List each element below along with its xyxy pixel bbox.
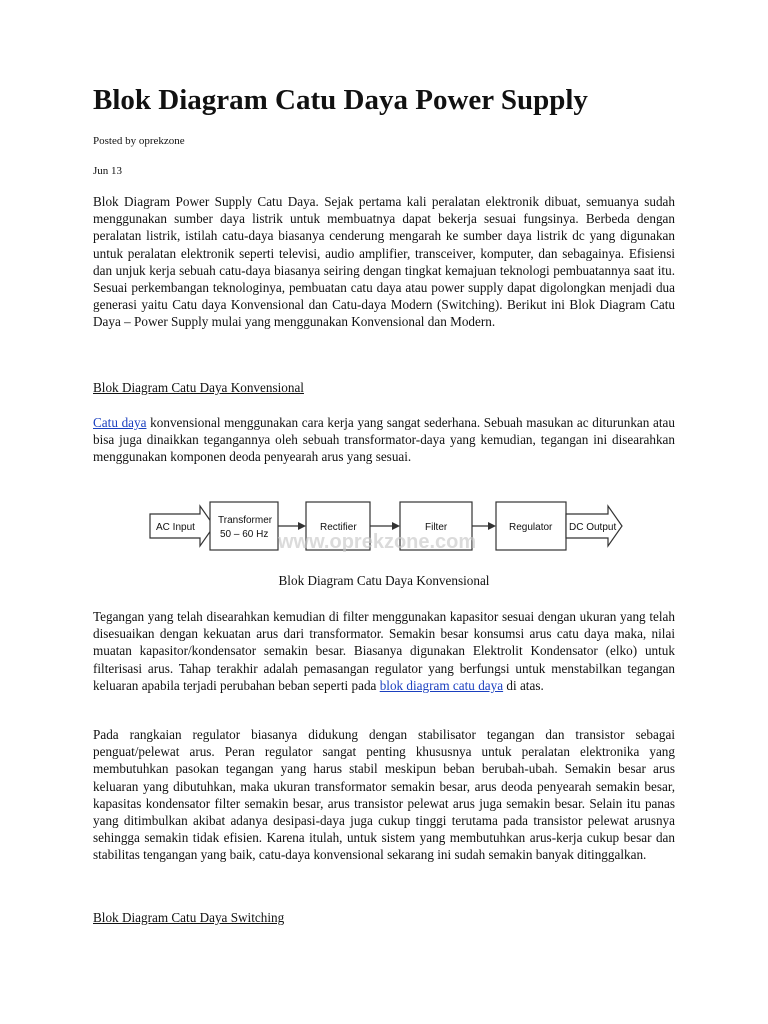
transformer-block xyxy=(210,502,278,550)
section-heading-switching[interactable]: Blok Diagram Catu Daya Switching xyxy=(93,910,285,925)
section-heading-konvensional[interactable]: Blok Diagram Catu Daya Konvensional xyxy=(93,380,304,395)
rectifier-label: Rectifier xyxy=(320,522,357,533)
diagram-watermark: www.oprekzone.com xyxy=(278,531,477,553)
catu-daya-link[interactable]: Catu daya xyxy=(93,415,147,430)
filter-label: Filter xyxy=(425,522,448,533)
diagram-caption: Blok Diagram Catu Daya Konvensional xyxy=(278,573,490,588)
blok-diagram-link[interactable]: blok diagram catu daya xyxy=(379,677,504,693)
dc-output-label: DC Output xyxy=(569,522,617,533)
transformer-label: Transformer xyxy=(218,515,273,526)
posted-by: Posted by oprekzone xyxy=(93,135,185,147)
transformer-frequency: 50 – 60 Hz xyxy=(220,529,269,540)
regulator-label: Regulator xyxy=(509,522,553,533)
konvensional-text: konvensional menggunakan cara kerja yang sangat sederhana. Sebuah masukan ac diturunkan atau bisa juga dinaikkan tegangannya oleh sebuah transformator-daya yang kemudian, tegangan ini disearahkan menggunakan komponen deoda penyearah arus yang sesuai. xyxy=(93,415,675,465)
ac-input-label: AC Input xyxy=(156,522,195,533)
paragraph-2-end: di atas. xyxy=(503,677,544,693)
paragraph-2-text: Tegangan yang telah disearahkan kemudian di filter menggunakan kapasitor sesuai dengan ukuran yang telah disesuaikan dengan kekuatan arus dari transformator. Semakin besar konsumsi arus catu daya maka, nilai muatan kapasitor/kondensator semakin besar. Biasanya digunakan Elektrolit Kondensator (elko) untuk filterisasi arus. Tahap terakhir adalah pemasangan regulator yang berfungsi untuk menstabilkan tegangan keluaran apabila terjadi perubahan beban seperti pada xyxy=(93,609,675,693)
intro-paragraph: Blok Diagram Power Supply Catu Daya. Sejak pertama kali peralatan elektronik dibuat, semuanya sudah menggunakan sumber daya listrik untuk membuatnya dapat bekerja sesuai fungsinya. Berbeda dengan peralatan listrik, istilah catu-daya biasanya cenderung mengarah ke sumber daya listrik dc yang digunakan untuk peralatan elektronik seperti televisi, audio amplifier, transceiver, komputer, dan sebagainya. Efisiensi dan unjuk kerja sebuah catu-daya biasanya seiring dengan tingkat kemajuan teknologi pembuatannya saat itu. Sesuai perkembangan teknologinya, pembuatan catu daya atau power supply dapat digolongkan menjadi dua generasi yaitu Catu daya Konvensional dan Catu-daya Modern (Switching). Berikut ini Blok Diagram Catu Daya – Power Supply mulai yang menggunakan Konvensional dan Modern. xyxy=(93,194,675,330)
konvensional-paragraph xyxy=(93,414,675,466)
block-diagram xyxy=(148,496,624,562)
post-date: Jun 13 xyxy=(93,165,123,177)
regulator-paragraph: Pada rangkaian regulator biasanya didukung dengan stabilisator tegangan dan transistor sebagai penguat/pelewat arus. Peran regulator sangat penting khususnya untuk peralatan elektronika yang membutuhkan pasokan tegangan yang harus stabil meskipun beban berubah-ubah. Semakin besar arus keluaran yang dibutuhkan, maka ukuran transformator semakin besar, arus deoda penyearah semakin besar, kapasitas kondensator filter semakin besar, arus transistor pelewat arus juga semakin besar. Selain itu panas yang ditimbulkan akibat adanya desipasi-daya juga cukup tinggi terutama pada transistor pelewat arusnya sehingga semakin tidak efisien. Karena itulah, untuk sistem yang membutuhkan arus-kerja cukup besar dan stabilitas tengangan yang baik, catu-daya konvensional sekarang ini sudah semakin banyak ditinggalkan. xyxy=(93,727,675,863)
filter-regulator-paragraph xyxy=(93,608,675,694)
article-title: Blok Diagram Catu Daya Power Supply xyxy=(93,84,588,116)
